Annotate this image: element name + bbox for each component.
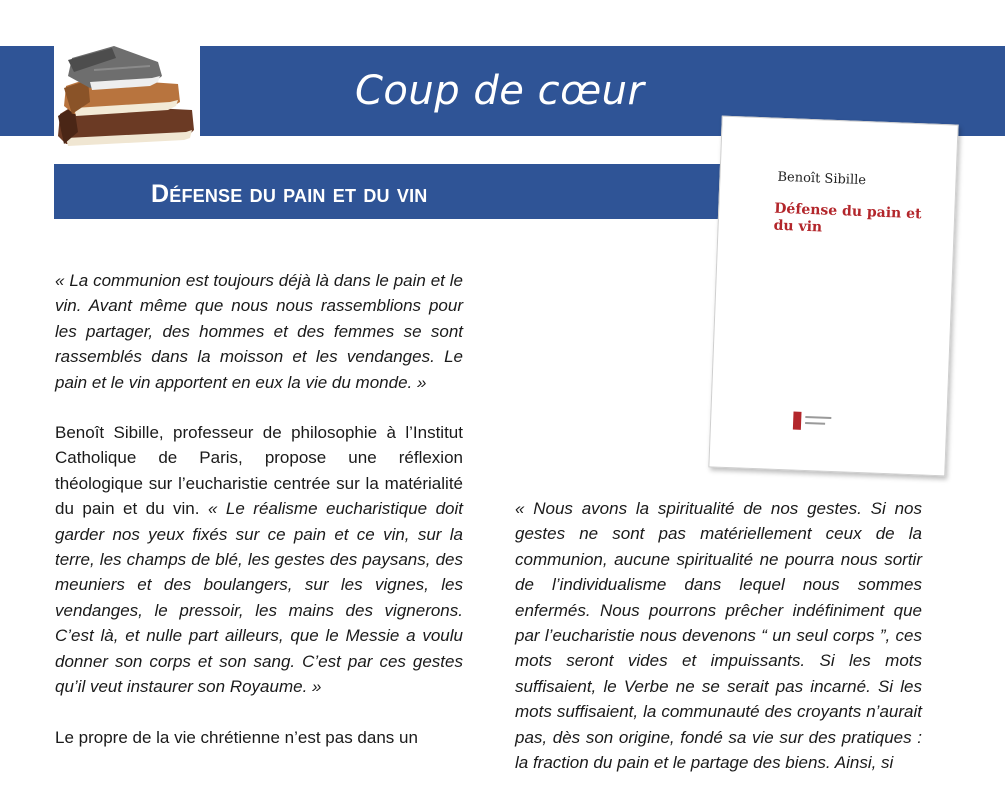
author-paragraph bbox=[55, 420, 463, 699]
cover-author: Benoît Sibille bbox=[777, 169, 867, 189]
gestures-quote: « Nous avons la spiritualité de nos gestes. Si nos gestes ne sont pas matériellement ceux de la communion, aucune spiritualité ne pourra nous sortir de l’individualisme dans lequel nous sommes enfermés. Nous pourrons prêcher indéfiniment que par l’eucharistie nous devenons “ un seul corps ”, ces mots seront vides et impuissants. Si les mots suffisaient, le Verbe ne se serait pas incarné. Si les mots suffisaient, la communauté des croyants n’aurait pas, dès son origine, fondé sa vie sur des pratiques : la fraction du pain et le partage des biens. Ainsi, si bbox=[515, 499, 922, 773]
opening-quote: « La communion est toujours déjà là dans le pain et le vin. Avant même que nous nous rassemblions pour les partager, des hommes et des femmes se sont rassemblés dans la moisson et les vendanges. Le pain et le vin apportent en eux la vie du monde. » bbox=[55, 271, 463, 392]
section-title: Défense du pain et du vin bbox=[151, 180, 428, 208]
article-left-column bbox=[55, 268, 463, 775]
cover-title: Défense du pain et du vin bbox=[773, 200, 922, 236]
publisher-logo-icon bbox=[793, 412, 854, 436]
header-title: Coup de cœur bbox=[355, 68, 645, 114]
article-right-column bbox=[515, 496, 922, 800]
realism-quote: « Le réalisme eucharistique doit garder nos yeux fixés sur ce pain et ce vin, sur la terre, les champs de blé, les gestes des paysans, des meuniers et des boulangers, sur les vignes, les vendanges, le pressoir, les mains des vignerons. C’est là, et nulle part ailleurs, que le Messie a voulu donner son corps et son sang. C’est par ces gestes qu’il veut instaurer son Royaume. » bbox=[55, 499, 463, 697]
closing-paragraph: Le propre de la vie chrétienne n’est pas dans un bbox=[55, 727, 418, 747]
stack-of-books-icon bbox=[54, 40, 200, 154]
book-cover bbox=[708, 116, 958, 477]
author-intro: Benoît Sibille, professeur de philosophie à l’Institut Catholique de Paris, propose une réflexion théologique sur l’eucharistie centrée sur la matérialité du pain et du vin. bbox=[55, 423, 463, 519]
